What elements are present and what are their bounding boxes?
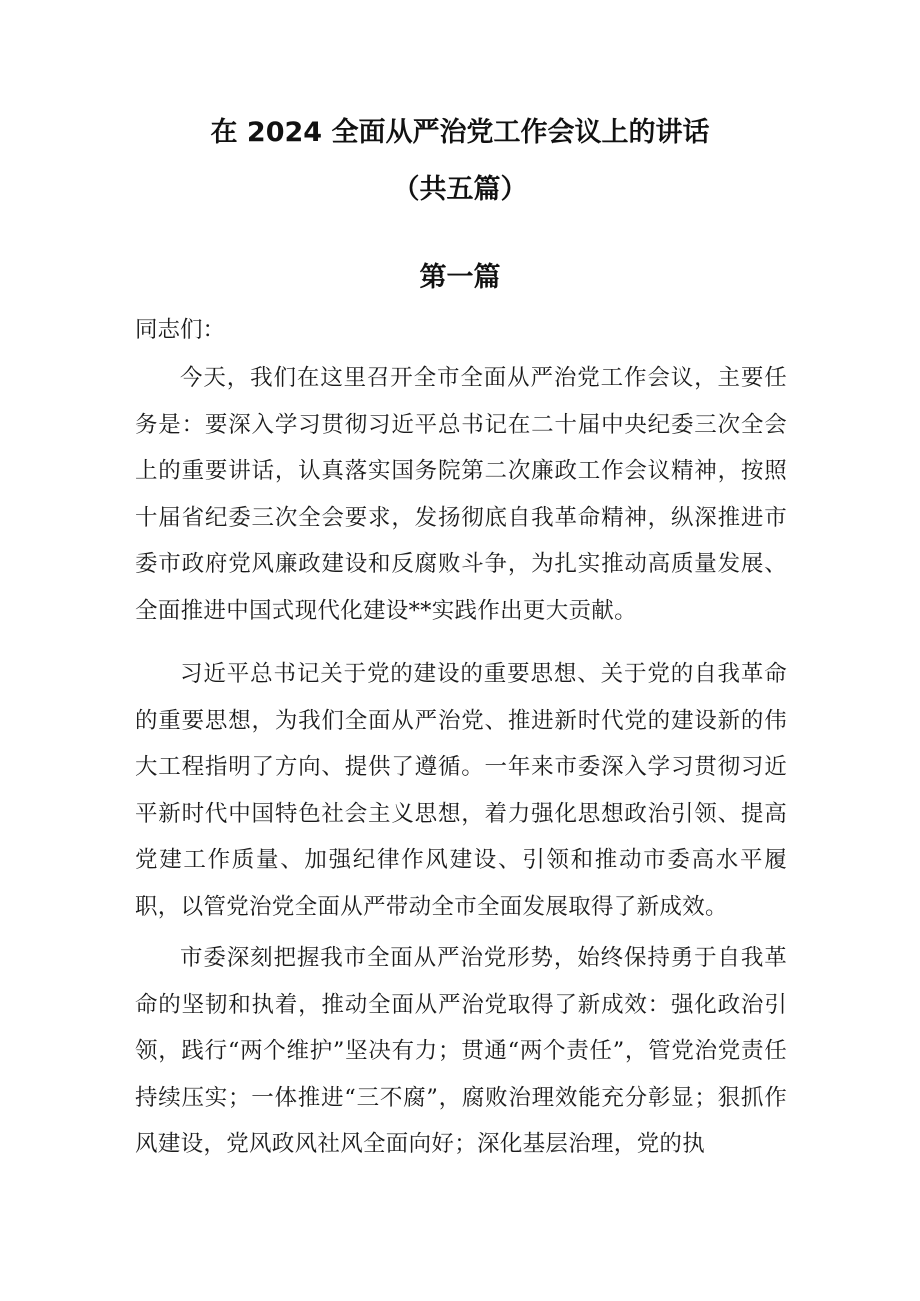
section-heading: 第一篇 (419, 262, 501, 293)
document-title: 在 2024 全面从严治党工作会议上的讲话 (210, 117, 710, 148)
paragraph-3: 市委深刻把握我市全面从严治党形势，始终保持勇于自我革命的坚韧和执着，推动全面从严治党取得了新成效：强化政治引领，践行“两个维护”坚决有力；贯通“两个责任”，管党治党责任持续压实；一体推进“三不腐”，腐败治理效能充分彰显；狠抓作风建设，党风政风社风全面向好；深化基层治理，党的执 (135, 945, 787, 1158)
paragraph-2: 习近平总书记关于党的建设的重要思想、关于党的自我革命的重要思想，为我们全面从严治党、推进新时代党的建设新的伟大工程指明了方向、提供了遵循。一年来市委深入学习贯彻习近平新时代中国特色社会主义思想，着力强化思想政治引领、提高党建工作质量、加强纪律作风建设、引领和推动市委高水平履职，以管党治党全面从严带动全市全面发展取得了新成效。 (135, 661, 787, 920)
salutation: 同志们： (135, 317, 226, 343)
document-subtitle: （共五篇） (392, 174, 528, 205)
paragraph-1: 今天，我们在这里召开全市全面从严治党工作会议，主要任务是：要深入学习贯彻习近平总书记在二十届中央纪委三次全会上的重要讲话，认真落实国务院第二次廉政工作会议精神，按照十届省纪委三次全会要求，发扬彻底自我革命精神，纵深推进市委市政府党风廉政建设和反腐败斗争，为扎实推动高质量发展、全面推进中国式现代化建设**实践作出更大贡献。 (135, 365, 787, 624)
